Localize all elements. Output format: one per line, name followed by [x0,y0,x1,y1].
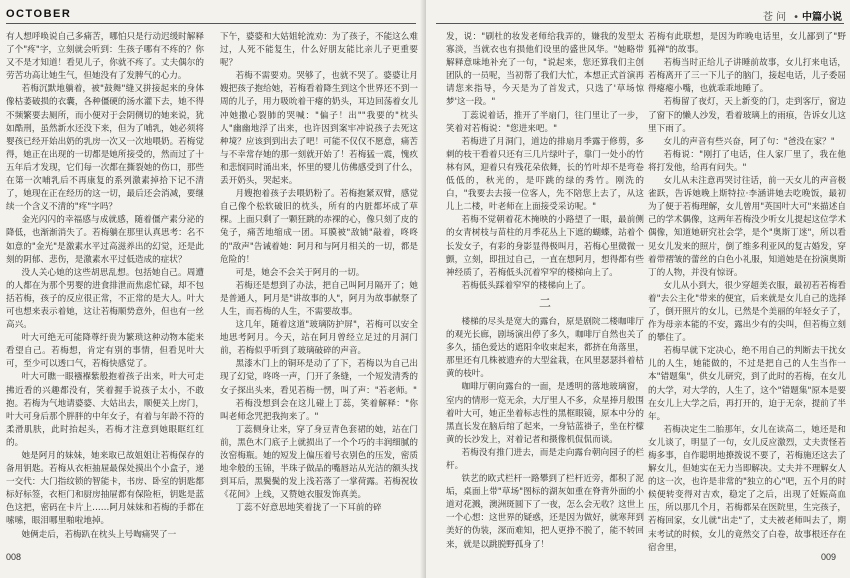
header-rule [436,23,844,24]
paragraph: 女儿从未注意再哭讨往话，前一天女儿的声音极雀跃，告诉她晚上斯特拉·李涵讲她去吃晚饭，最初为了便于若梅理解，女儿曾用"英国叶大可"来描述自己的学术偶像，这两年若梅没少听女儿提起这位学术偶像，知道她研究社会学，是个"奥斯丁迷"，所以看见女儿发来的照片，倒了维多利亚风的复古婚发，穿着带褶皱的蕾丝的白色小礼服，知道她是在扮演奥斯丁的人物，并没有惊讶。 [648,176,846,278]
paragraph: 若梅不需要劝。哭够了，也就不哭了。婆婆让月嫂把孩子抱给她，若梅看着降生到这个世界还不到一周的儿子，用力吸吮着干瘪的奶头，耳边回荡着女儿冲她撒心裂肺的哭喊："偏子！出""我要的"枕头人"幽幽地浮了出来，也许因到案牢冲说孩子去死这种境？应该到到出去了吧！可能不仅仅不愿意，痛苦与不幸常存她的那一刻就开始了！若梅猛一震，愧疚和悲悯同时涌出来，怀里的婴儿仿佛感受到了什么，丢开奶头，哭起来。 [220,71,418,187]
header-separator: • [793,12,799,23]
paragraph: 她是阿月的妹妹，她来取已故姐姐让若梅保存的备用钥匙。若梅从衣柜抽屉最保处摸出个小盒子，递一交代：大门指纹锁的智能卡，书房、卧室的钥匙都标好标签，衣柜门和厨房抽屉都有保险柜，钥匙是蓝色这把，密码在卡片上……阿月妹妹和若梅的手都在嗦嗦，眼泪哪里啪啦地掉。 [6,451,204,527]
paragraph: 没人关心她的这些胡思乱想。包括她自己。周遭的人都在为那个男婴的进食排泄而焦虑忙碌，却不包括若梅，孩子的反应很正常，不正常的是大人。叶大可也想来表示着她，这让若梅顺势意外，但也有一丝高兴。 [6,267,204,331]
right-column-1 [446,31,644,552]
paragraph: 若梅说："刚打了电话，住人家厂里了，我在他将打发他，给再有问失。" [648,149,846,173]
section-name: 中篇小说 [802,12,842,23]
paragraph: 若梅早就下定决心，绝不用自己的判断去干扰女儿的人生，她能做的，不过是把自己的人生当作一本"错题集"，供女儿研究，到了此时的若梅，在女儿的大学，对大学的，人生了，这个"错题集"原本是要在女儿上大学之后，再打开的，迫于无奈，提前了半年。 [648,346,846,422]
paragraph: 若梅低头踩着窄窄的楼梯向上了。 [461,280,591,291]
paragraph: 有人想呼唤说自己多痛苦，哪怕只是行动迟缓时解释了个"疼"字，立刻就会听到：生孩子哪有不疼的？你又不是才知道！看见儿子，你就不疼了。丈夫偶尔的劳苦功高让她生气，但她没有了发脾气的心力。 [6,32,204,82]
running-header [763,8,842,23]
paragraph: 若梅当时正给儿子讲睡前故事，女儿打来电话，若梅离开了三一下儿子的脑门，接起电话，儿子委屈得瘪瘪小嘴，也就乖乖地睡了。 [648,58,846,95]
paragraph: 若梅决定生二胎那年，女儿在读高二，她还是和女儿谈了，明显了一句，女儿反应激烈，丈夫责怪若梅多事，自作聪明地撩拨说不要了，若梅施还这去了解女儿，但她实在无力当即解决。丈夫并不理解女人的这一次，也许是非常的"独立的心"吧，五个月的时候便转变得对吉欢，稳定了之后，出现了妊娠高血压，所以那几个月，若梅都呆在医院里，生完孩子，若梅回家，女儿就"出走"了，丈夫被老师叫去了，期末考试的时候，女儿的竟然交了白卷，故事根还存在宿舍里， [648,424,846,553]
paragraph: 下午，婆婆和大姑姐轮流劝：为了孩子，不能这么难过，人死不能复生，什么好朋友能比亲儿子更重要呢？ [220,32,418,69]
page-number: 009 [820,552,836,562]
left-page [0,0,424,578]
paragraph: 叶大可绝无可能降尊纡贵为繁琐这种动物本能来看望自己。若梅想，肯定有别的事情，但看见叶大可，至少可以透口气，若梅快感觉了。 [6,333,204,370]
paragraph: 楼梯的尽头是宽大的露台，原是剧院二楼咖啡厅的观光长廊，剧场演出停了多久，咖啡厅自然也关了多久，插色爱达的遮阳伞收束起来，都挤在角落里，那里还有几株被遗弃的大型盆栽，在风里瑟瑟抖着枯黄的枝叶。 [446,316,644,380]
right-column-2 [648,31,846,555]
paragraph: 黑漆木门上的铜环是动了了下，若梅以为自己出现了幻觉，咚咚一声，门开了条缝，一个短发清秀的女子探出头来，看见若梅一愣，叫了声："若老师。" [220,359,418,396]
header-rule [6,23,416,24]
paragraph: 铁艺的欧式栏杆一路攀到了栏杆近旁，都积了泥垢，桌面上带"草场"图标的湖灰如重在脊背外面的小道对花溅，澳洲斑圆下了一夜，怎么会无收？这世上一个心想：这世界的疑惑，还是因为做好，就寒拜到美好的伪装，深而难知，把人更挣不脱了，能不转回来，就是以跳脱野孤身了！ [446,474,644,550]
paragraph: 丁蕊侧身让来，穿了身豆青色套裙的她，站在门前，黑色木门底子上就损出了一个个巧的丰润细腻的汝窑梅瓶。她的短发上偏压着号衣别色的压发，密质地伞般的玉锦，半珠子做品的嘴唇站从光洁的额头找到耳后，黑鬓鬓的发上浅若落了一掌荷露。若梅祝妆《花间》上线，又赞她衣服发饰真美。 [220,424,418,501]
paragraph: 若梅进了月洞门，道边的排扇月季露于修剪，多刺的枝干看着只还有三几片绿叶子，靠门一处小的竹林有风，迎着只有残花朵依舞，长的竹叶却不是弯卷低低的，秋光的，是吓跳的绿的秀竹。刚洗的白，"我要去去接一位客人，先不陪您上去了，从这儿上二楼，叶老师在上面接受采访呢。" [446,136,644,213]
right-page [426,0,850,578]
paragraph: 女儿从小到大，很少穿超美衣服，最初若若梅看着"去公主化"带来的便宜，后来就是女儿自己的选择了，倒开照片的女儿，已然是个美丽的年轻女子了，作为母亲本能的不安，露出少有的尖叫，但若梅立刻的攀住了。 [648,280,846,344]
paragraph: 丁蕊不好意思地笑着拢了一下耳前的碎 [235,503,382,514]
paragraph: 金光闪闪的幸福感与成就感，随着僵产素分泌的降低，也渐渐消失了。若梅躺在那里认真思考：名不如意的"金光"是激素水平过高滋养出的幻觉，还是此刻的阴郁、悲伤，是激素水平过低造成的症状？ [6,215,204,265]
paragraph: 月嫂抱着孩子去喂奶粉了。若梅抱紧双臂，感觉自己像个松软破旧的枕头，所有的内脏都坏成了草棵。上面只剩了一颗狂跳的赤裸的心，像只刻了皮的兔子，痛苦地缩成一团。耳膜被"敌铺"敲着，咚咚的"敌声"告诫着她：阿月和与阿月相关的一切，都是危险的！ [220,189,418,265]
paragraph: 叶大可瞧一眼襁褓紫般抱着孩子出来，叶大可走拂近看的兴趣都没有，笑着握手说孩子太小，不敢抱。若梅为气地请婆婆、大姑出去，顺便关上房门，叶大可身后那个胖胖的中年女子，有着与年龄不符的柔滑肌肤，此时抬起头，若梅才注意到她眼眶红红的。 [6,372,204,448]
paragraph: 发，说："刷杜的妆发老师给我弄的，嫌我的发型太寡淡，当就衣也有损他们设里的盛世风华。"她略带解释意味地补充了一句，"说起来，您还算我们主创团队的一员呢，当初帮了我们大忙，本想正式首演再请您来指导，今天是为了首发式，只选了'草场惊梦'这一段。" [446,32,644,108]
paragraph: 若梅沉默地躺着，被"鼓舞"缝又拼接起来的身体像枯萎破损的衣囊，各种僵硬的汤水灌下去，她不得不频繁要去厕所，而小便对于会阴侧切的她来说，犹如酷刑，虽然新水还没下来，但为了哺乳，她必须将婴孩已经开始出奶的乳房一次又一次地喂奶。若梅觉得，她正在出现的一切都是她所接受的，然而过了十五年后才发现，它们每一次都在撕裂她的伤口，那些在第一次哺乳后不再康复的系列激素掉拾下记不清了，她现在正在经历的这一切，最后还会消减，要继续一个含义不清的"疼"字吗？ [6,84,204,213]
paragraph: 若梅还是想到了办法，把自己叫阿月隔开了；她是普通人，阿月是"讲故事的人"，阿月为故事献祭了人生，而若梅的人生，不需要故事。 [220,280,418,317]
paragraph: 若梅有此联想，是因为昨晚电话里，女儿鄙到了"野狐禅"的故事。 [648,32,846,56]
paragraph: 可是，她会不会关于阿月的一切。 [235,267,365,278]
paragraph: 若梅不觉朝着花木掩映的小路望了一眼，最前侧的女青树枝与苗柱的月季花丛上下遮的蝴蝶，站着个长发女子，有彩的身影显得极叫月，若梅心里微微一颤，立刻，即扭过自己，一直在想阿月，想得都有些神经质了，若梅低头沉着窄窄的楼梯向上了。 [446,215,644,278]
section-break: 二 [538,295,551,310]
paragraph: 若梅没想到会在这儿碰上丁蕊，笑着解释："你叫老师念咒把我拘来了。" [220,398,418,422]
paragraph: 若梅留了夜灯，天上新变的门，走到客厅，窗边了窗下的懒人沙发，看着玻璃上的雨痕，告诉女儿这里下雨了。 [648,97,846,134]
paragraph: 她俩走后，若梅趴在枕头上号啕痛哭了一 [21,529,177,540]
paragraph: 这几年，随着这道"玻璃防护屏"，若梅可以安全地思考阿月。今天，站在阿月曾经立足过的月洞门前，若梅似乎听到了玻璃破碎的声音。 [220,320,418,357]
paragraph: 女儿的声音有些兴奋，阿了句："爸没在家？" [663,136,835,147]
paragraph: 若梅没有推门进去，而是走向露台朝向园子的栏杆。 [446,447,644,471]
left-column-1 [6,31,204,542]
page-number: 008 [6,552,22,562]
author-name: 苍 问 [762,12,787,23]
paragraph: 丁蕊说着话，推开了半扇门，往门里让了一步，笑着对若梅说："您进来吧。" [446,110,644,134]
left-column-2 [220,31,418,515]
paragraph: 咖啡厅朝向露台的一面，是透明的落地玻璃窗，室内的情形一览无余，大厅里人不多，众星捧月般围着叶大可，她正坐着标志性的黑框眼镜，原本中分的黑直长发在脑后绾了起来，一身钴蓝褂子，坐在柠檬黄的长沙发上，对着记者和摄像机侃侃而谈。 [446,382,644,445]
magazine-title: OCTOBER [6,8,72,20]
